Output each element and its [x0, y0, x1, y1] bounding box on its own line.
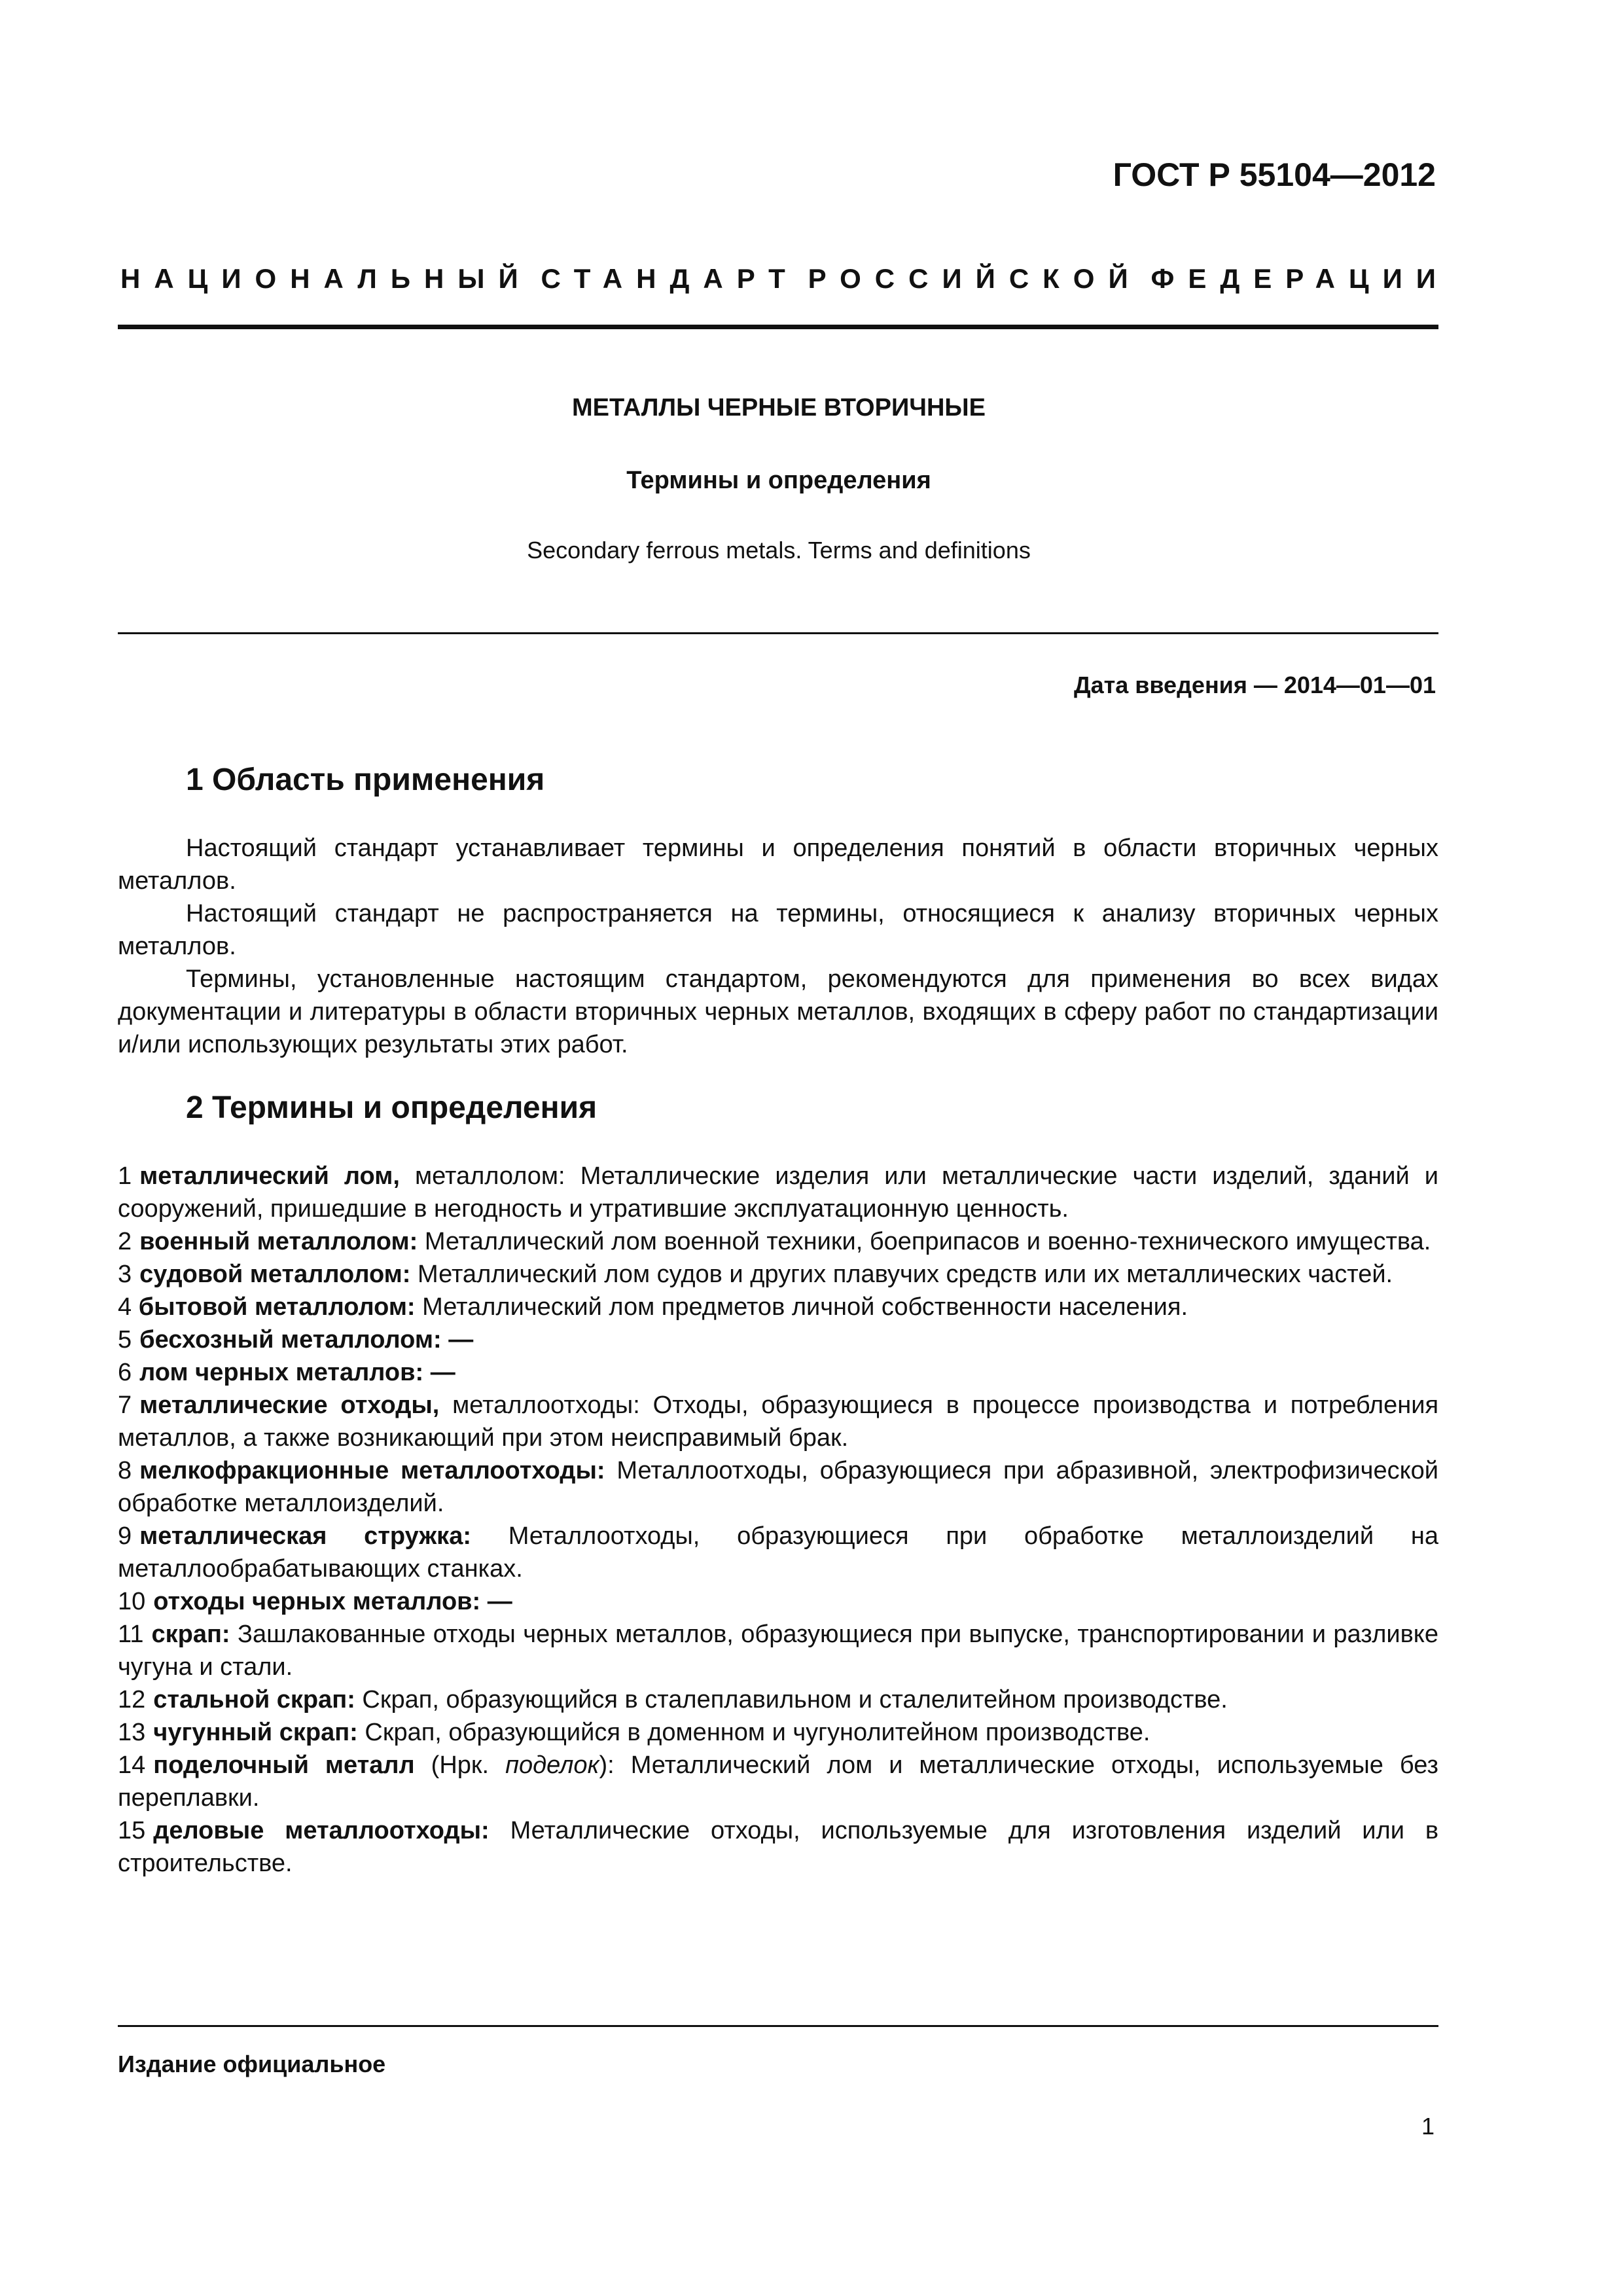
term-entry: 2 военный металлолом: Металлический лом военной техники, боеприпасов и военно-технического имущества. [118, 1228, 1431, 1255]
term-entry: 10 отходы черных металлов: — [118, 1588, 512, 1615]
paragraph: Термины, установленные настоящим стандартом, рекомендуются для применения во всех видах документации и литературы в области вторичных черных металлов, входящих в сферу работ по стандартизации и/или использующих результаты этих работ. [118, 965, 1438, 1058]
term-entry: 9 металлическая стружка: Металлоотходы, образующиеся при обработке металлоизделий на металлообрабатывающих станках. [118, 1522, 1438, 1583]
terms-list [118, 1160, 1438, 1880]
term-entry: 8 мелкофракционные металлоотходы: Металлоотходы, образующиеся при абразивной, электрофизической обработке металлоизделий. [118, 1457, 1439, 1517]
document-title: МЕТАЛЛЫ ЧЕРНЫЕ ВТОРИЧНЫЕ [572, 394, 986, 422]
english-title: Secondary ferrous metals. Terms and definitions [527, 537, 1031, 564]
term-entry: 3 судовой металлолом: Металлический лом судов и других плавучих средств или их металлических частей. [118, 1261, 1393, 1288]
banner-word: СТАНДАРТ [541, 263, 799, 294]
term: чугунный скрап: [153, 1719, 358, 1746]
standard-code: ГОСТ Р 55104—2012 [1113, 156, 1436, 193]
term: мелкофракционные металлоотходы: [139, 1457, 605, 1484]
title-divider [118, 632, 1438, 634]
document-subtitle: Термины и определения [626, 467, 931, 494]
term: лом черных металлов: [139, 1359, 424, 1386]
term: металлические отходы, [139, 1391, 440, 1419]
page-number: 1 [1421, 2113, 1435, 2140]
term-entry: 6 лом черных металлов: — [118, 1359, 455, 1386]
introduction-date: Дата введения — 2014—01—01 [1073, 672, 1436, 698]
banner-word: НАЦИОНАЛЬНЫЙ [120, 263, 532, 294]
national-standard-banner [120, 263, 1450, 295]
term-entry: 13 чугунный скрап: Скрап, образующийся в доменном и чугунолитейном производстве. [118, 1719, 1150, 1746]
term-entry: 7 металлические отходы, металлоотходы: Отходы, образующиеся в процессе производства и потребления металлов, а также возникающий при этом неисправимый брак. [118, 1391, 1439, 1452]
term-entry: 12 стальной скрап: Скрап, образующийся в сталеплавильном и сталелитейном производстве. [118, 1686, 1228, 1713]
banner-word: ФЕДЕРАЦИИ [1150, 263, 1450, 294]
footer-divider [118, 2025, 1438, 2027]
term: отходы черных металлов: [153, 1588, 481, 1615]
term: военный металлолом: [139, 1228, 418, 1255]
section-1-heading: 1 Область применения [186, 762, 545, 797]
term: стальной скрап: [153, 1686, 355, 1713]
term: скрап: [151, 1621, 230, 1648]
banner-word: РОССИЙСКОЙ [808, 263, 1142, 294]
header-divider [118, 325, 1438, 329]
term-entry: 15 деловые металлоотходы: Металлические отходы, используемые для изготовления изделий или в строительстве. [118, 1817, 1439, 1877]
official-edition-label: Издание официальное [118, 2051, 386, 2077]
term: бесхозный металлолом: [139, 1326, 442, 1354]
term-entry: 1 металлический лом, металлолом: Металлические изделия или металлические части изделий, зданий и сооружений, пришедшие в негодность и утратившие эксплуатационную ценность. [118, 1162, 1438, 1223]
section-2-heading: 2 Термины и определения [186, 1090, 597, 1125]
term: поделочный металл [153, 1751, 415, 1779]
term: бытовой металлолом: [138, 1293, 416, 1321]
term: деловые металлоотходы: [153, 1817, 490, 1844]
paragraph: Настоящий стандарт не распространяется на термины, относящиеся к анализу вторичных черных металлов. [118, 900, 1438, 960]
term: металлический лом, [139, 1162, 400, 1190]
term-entry: 5 бесхозный металлолом: — [118, 1326, 474, 1354]
paragraph: Настоящий стандарт устанавливает термины и определения понятий в области вторичных черных металлов. [118, 834, 1438, 895]
term-entry: 4 бытовой металлолом: Металлический лом предметов личной собственности населения. [118, 1293, 1188, 1321]
term-entry: 11 скрап: Зашлакованные отходы черных металлов, образующиеся при выпуске, транспортировании и разливке чугуна и стали. [118, 1621, 1438, 1681]
term: металлическая стружка: [139, 1522, 471, 1550]
section-1-body [118, 832, 1438, 1061]
term-entry: 14 поделочный металл (Нрк. поделок): Металлический лом и металлические отходы, используемые без переплавки. [118, 1751, 1438, 1812]
term: судовой металлолом: [139, 1261, 411, 1288]
